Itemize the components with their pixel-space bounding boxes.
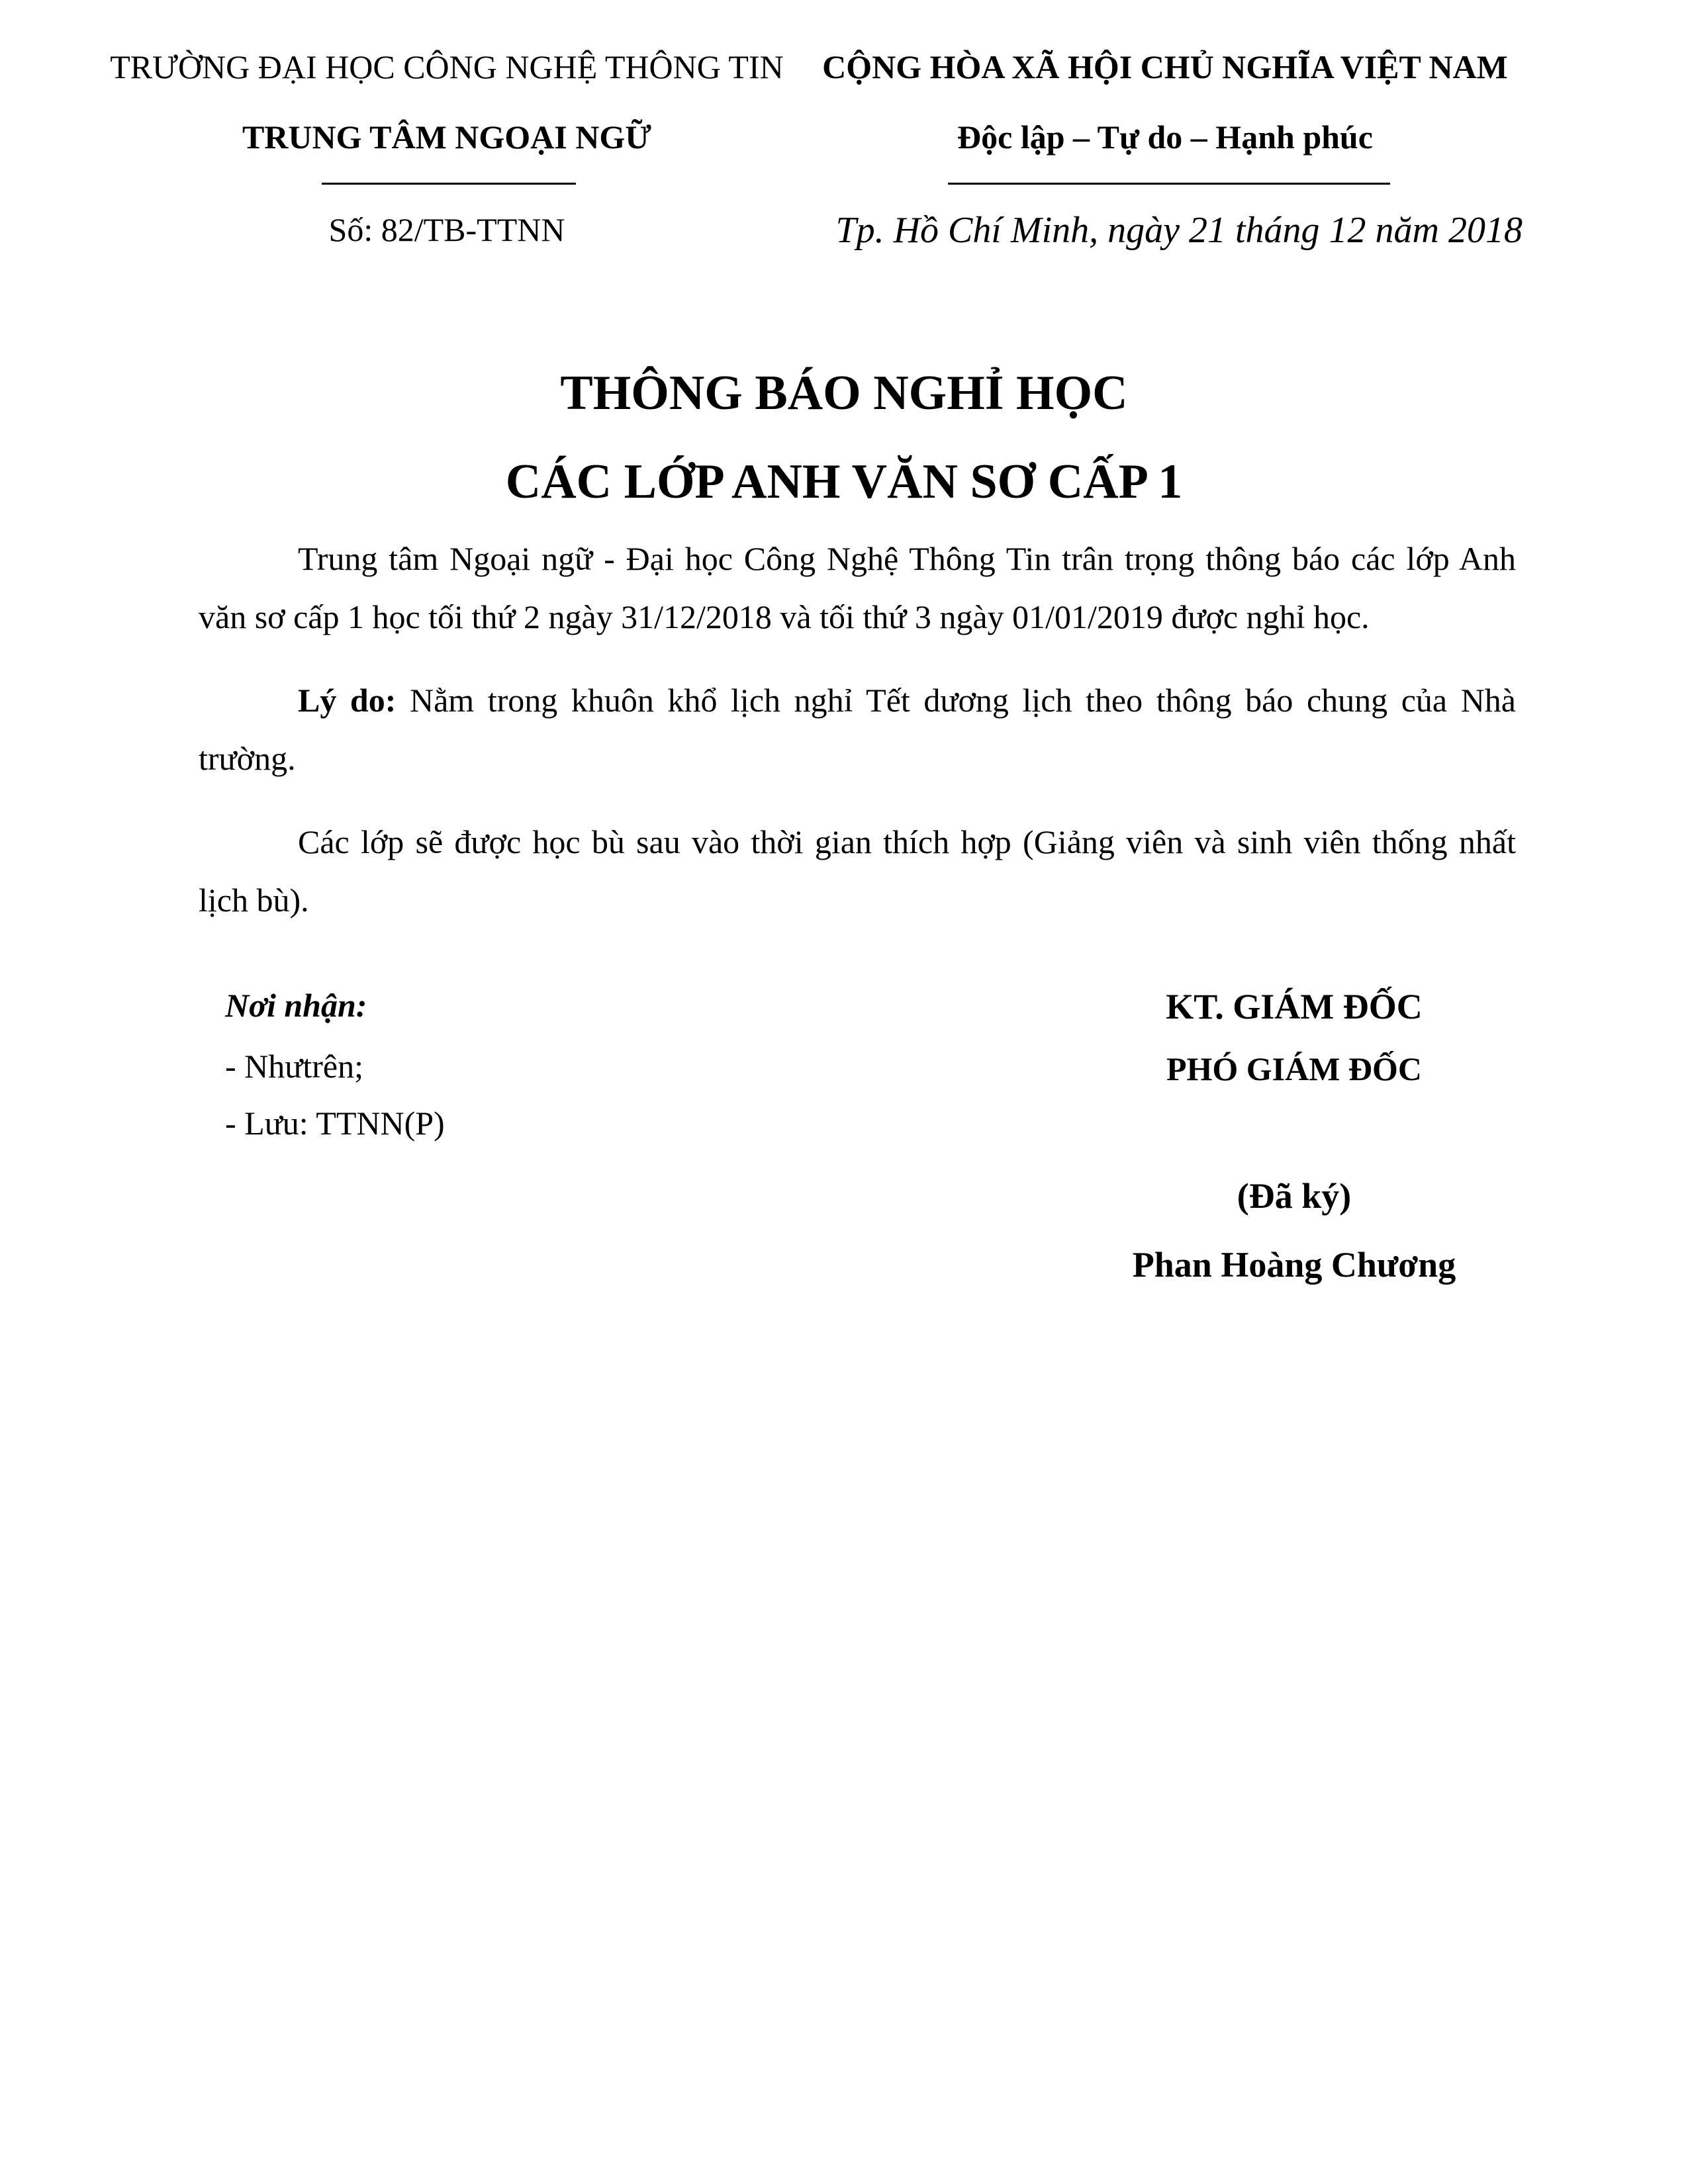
national-motto: Độc lập – Tự do – Hạnh phúc	[957, 118, 1373, 156]
signed-mark: (Đã ký)	[1237, 1176, 1352, 1216]
center-name: TRUNG TÂM NGOẠI NGỮ	[242, 118, 652, 156]
document-title: THÔNG BÁO NGHỈ HỌC	[560, 366, 1128, 420]
signer-name: Phan Hoàng Chương	[1132, 1245, 1456, 1285]
recipient-item: - Lưu: TTNN(P)	[225, 1105, 445, 1142]
reason-text: Nằm trong khuôn khổ lịch nghỉ Tết dương lịch theo thông báo chung của Nhà trường.	[199, 682, 1516, 777]
right-header-rule	[948, 183, 1390, 185]
signer-authority: KT. GIÁM ĐỐC	[1166, 987, 1423, 1026]
document-number: Số: 82/TB-TTNN	[328, 211, 565, 248]
recipients-title: Nơi nhận:	[225, 987, 367, 1024]
document-subtitle: CÁC LỚP ANH VĂN SƠ CẤP 1	[505, 455, 1183, 509]
announcement-paragraph: Trung tâm Ngoại ngữ - Đại học Công Nghệ Thông Tin trân trọng thông báo các lớp Anh văn sơ cấp 1 học tối thứ 2 ngày 31/12/2018 và tối thứ 3 ngày 01/01/2019 được nghỉ học.	[199, 540, 1516, 635]
signer-position: PHÓ GIÁM ĐỐC	[1166, 1050, 1423, 1087]
left-header-rule	[322, 183, 576, 185]
reason-label: Lý do:	[298, 682, 397, 719]
place-and-date: Tp. Hồ Chí Minh, ngày 21 tháng 12 năm 2018	[835, 210, 1523, 251]
university-name: TRƯỜNG ĐẠI HỌC CÔNG NGHỆ THÔNG TIN	[110, 48, 784, 85]
reason-paragraph	[199, 671, 1516, 788]
recipient-item: - Nhưtrên;	[225, 1048, 363, 1085]
makeup-paragraph: Các lớp sẽ được học bù sau vào thời gian thích hợp (Giảng viên và sinh viên thống nhất lịch bù).	[199, 823, 1516, 919]
country-name: CỘNG HÒA XÃ HỘI CHỦ NGHĨA VIỆT NAM	[822, 48, 1508, 85]
